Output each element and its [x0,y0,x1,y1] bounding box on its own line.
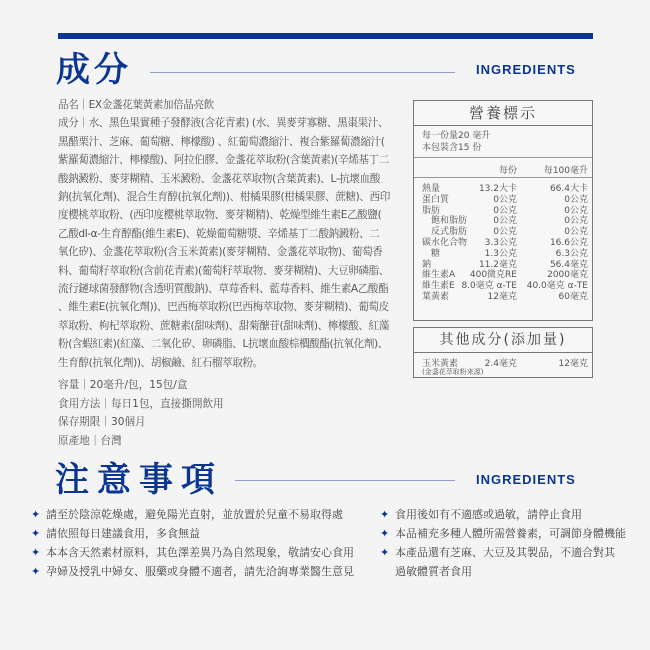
per-serving-value: 8.0毫克 α-TE [461,281,517,292]
note-text: 本本含天然素材原料，其色澤差異乃為自然現象，敬請安心食用 [46,546,354,559]
nutrient-name: 葉黃素 [422,291,450,302]
star-bullet-icon: ✦ [380,508,390,521]
nutrition-row [414,281,592,292]
serving-size: 每一份量20 毫升 [422,131,491,141]
ingredients-line: 生育醇(抗氧化劑))、胡椒鹼、紅石榴萃取粉。 [58,356,263,369]
nutrition-row [414,195,592,206]
per-100ml-value: 66.4大卡 [549,184,588,194]
section-title-notes: 注意事項 [55,460,223,500]
per-100ml-value: 0公克 [564,216,588,227]
per-serving-value: 0公克 [493,227,517,238]
ingredients-line: 酸鈉澱粉、麥芽糊精、玉米澱粉、金盞花萃取物(含葉黃素)、L-抗壞血酸 [58,172,381,185]
nutrition-row [414,216,592,227]
nutrient-name: 維生素E [422,281,455,292]
ingredients-line: 鈉(抗氧化劑)、混合生育醇(抗氧化劑))、柑橘果膠(柑橘果膠、蔗糖)、西印 [58,191,390,204]
nutrition-row [414,184,592,195]
star-bullet-icon: ✦ [31,565,41,578]
per-100ml-value: 56.4毫克 [549,259,588,270]
ingredients-line: 紫羅蔔濃縮汁、檸檬酸)、阿拉伯膠、金盞花萃取粉(含葉黃素)(辛烯基丁二 [58,154,389,167]
per-100ml-value: 0公克 [564,205,588,216]
per-100ml-value: 40.0毫克 α-TE [526,281,588,292]
col-per-serving: 每份 [498,166,517,176]
ingredients-line: 黑醋栗汁、芝麻、葡萄糖、檸檬酸) 、紅葡萄濃縮汁、複合紫羅蔔濃縮汁( [58,135,385,148]
note-text: 過敏體質者食用 [395,565,472,578]
per-serving-value: 12毫克 [487,291,517,302]
note-text: 本產品還有芝麻、大豆及其製品，不適合對其 [395,546,615,559]
star-bullet-icon: ✦ [380,527,390,540]
star-bullet-icon: ✦ [31,527,41,540]
ingredients-line: 品名｜EX金盞花葉黃素加倍晶亮飲 [58,99,214,111]
meta-line: 保存期限｜30個月 [58,416,146,429]
per-100ml-value: 0公克 [564,227,588,238]
nutrient-name: 熱量 [422,184,441,194]
section-title-ingredients: 成分 [56,50,132,90]
meta-line: 原產地｜台灣 [58,434,122,447]
other-per-100ml: 12毫克 [558,359,588,369]
nutrition-row [414,249,592,260]
ingredients-line: 、維生素E(抗氧化劑))、巴西梅萃取粉(巴西梅萃取物、麥芽糊精)、葡萄皮 [58,301,389,314]
star-bullet-icon: ✦ [31,508,41,521]
ingredients-line: 乙酸dl-α-生育醇酯(維生素E)、乾燥葡萄糖漿、辛烯基丁二酸鈉澱粉、二 [58,227,380,240]
note-text: 請依照每日建議食用，多食無益 [46,527,200,540]
per-serving-value: 1.3公克 [484,248,517,259]
ingredients-line: 粉(含蝦紅素)(紅藻、二氧化矽、卵磷脂、L抗壞血酸棕櫚酸酯(抗氧化劑)、 [58,338,388,351]
ingredients-line: 度櫻桃萃取粉、(西印度櫻桃萃取物、麥芽糊精)、乾燥型維生素E乙酸鹽( [58,209,382,222]
star-bullet-icon: ✦ [380,546,390,559]
section-subtitle: INGREDIENTS [476,62,576,77]
note-item [380,524,626,543]
nutrient-name: 脂肪 [422,205,441,216]
star-bullet-icon: ✦ [31,546,41,559]
note-item [380,505,626,524]
per-100ml-value: 16.6公克 [549,237,588,248]
nutrient-name: 糖 [422,248,441,259]
ingredients-text [58,96,408,372]
per-serving-value: 11.2毫克 [478,259,517,270]
other-per-serving: 2.4毫克 [484,359,517,369]
note-item [380,543,626,562]
per-100ml-value: 60毫克 [558,291,588,302]
per-100ml-value: 2000毫克 [547,270,588,281]
per-serving-value: 13.2大卡 [478,184,517,194]
servings-per-pack: 本包裝含15 份 [422,143,482,153]
note-text: 本品補充多種人體所需營養素，可調節身體機能 [395,527,626,540]
other-title: 其他成分(添加量) [414,328,592,353]
per-serving-value: 400微克RE [469,270,517,281]
nutrition-row [414,270,592,281]
ingredients-line: 料、葡萄籽萃取粉(含前花青素)(葡萄籽萃取物、麥芽糊精)、大豆卵磷脂、 [58,264,389,277]
notes-right [380,505,626,581]
nutrient-name: 碳水化合物 [422,237,468,248]
ingredients-line: 成分｜水、黑色果實種子發酵液(含花青素) (水、異麥芽寡糖、黑棗果汁、 [58,117,389,130]
nutrient-name: 維生素A [422,270,456,281]
note-item [31,562,354,581]
nutrition-row [414,206,592,217]
product-meta [58,376,224,450]
nutrient-name: 反式脂肪 [422,227,468,238]
nutrition-row [414,292,592,303]
ingredients-line: 萃取粉、枸杞萃取粉、蔗糖素(甜味劑)、甜菊醣苷(甜味劑)、檸檬酸、紅藻 [58,319,389,332]
ingredients-line: 流行鏈球菌發酵物(含透明質酸鈉)、草莓香料、藍莓香料、維生素A乙酸酯 [58,283,389,296]
section-subtitle: INGREDIENTS [476,472,576,487]
note-item [31,543,354,562]
per-serving-value: 0公克 [493,205,517,216]
notes-left [31,505,354,581]
nutrition-table [413,100,593,321]
per-100ml-value: 6.3公克 [555,248,588,259]
nutrition-title: 營養標示 [414,101,592,126]
other-ingredients-table [413,327,593,378]
per-serving-value: 0公克 [493,194,517,205]
nutrition-row [414,238,592,249]
col-per-100ml: 每100毫升 [543,166,588,176]
note-text: 食用後如有不適感或過敏，請停止食用 [395,508,582,521]
nutrient-name: 飽和脂肪 [422,216,468,227]
ingredients-line: 氧化矽)、金盞花萃取粉(含玉米黃素)(麥芽糊精、金盞花萃取物)、葡萄香 [58,246,383,259]
meta-line: 食用方法｜每日1包，直接撕開飲用 [58,397,224,410]
meta-line: 容量｜20毫升/包，15包/盒 [58,379,188,391]
nutrition-row [414,260,592,271]
nutrition-row [414,227,592,238]
divider [235,480,455,481]
per-serving-value: 3.3公克 [484,237,517,248]
nutrient-name: 蛋白質 [422,194,450,205]
note-item [380,562,626,581]
top-bar [58,33,593,39]
nutrient-name: 鈉 [422,259,432,270]
divider [150,72,455,73]
per-serving-value: 0公克 [493,216,517,227]
other-source: (金盞花萃取粉來源) [422,368,484,376]
note-item [31,505,354,524]
per-100ml-value: 0公克 [564,194,588,205]
note-text: 孕婦及授乳中婦女、服藥或身體不適者，請先洽詢專業醫生意見 [46,565,354,578]
note-item [31,524,354,543]
note-text: 請至於陰涼乾燥處，避免陽光直射，並放置於兒童不易取得處 [46,508,343,521]
other-name: 玉米黃素 [422,359,459,369]
